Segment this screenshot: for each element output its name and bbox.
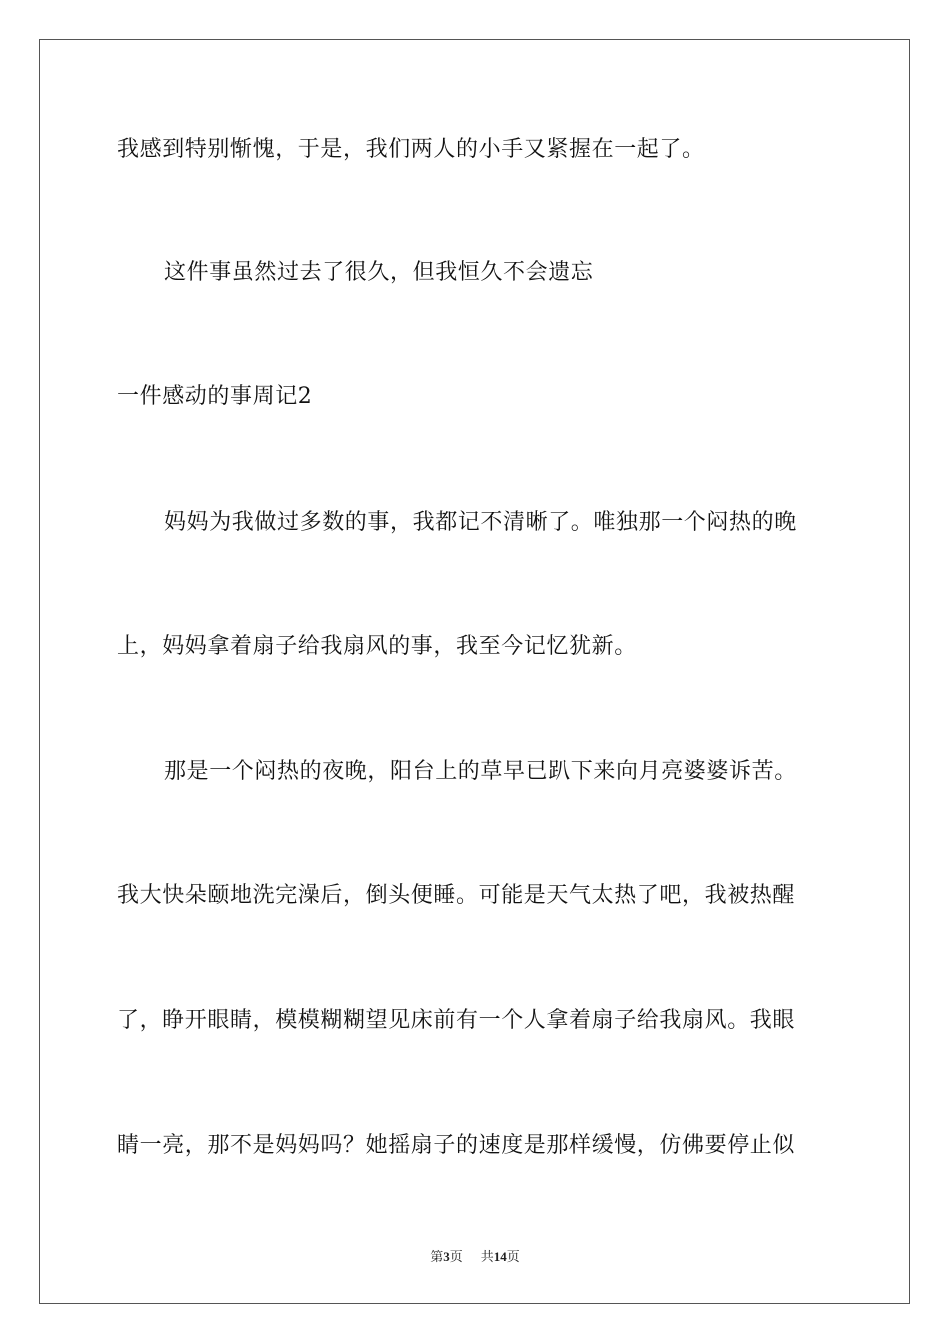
paragraph-line: 了，睁开眼睛，模模糊糊望见床前有一个人拿着扇子给我扇风。我眼 (117, 1008, 796, 1033)
paragraph-line: 我感到特别惭愧，于是，我们两人的小手又紧握在一起了。 (117, 137, 705, 162)
page-border (39, 39, 910, 1304)
paragraph-line: 那是一个闷热的夜晚，阳台上的草早已趴下来向月亮婆婆诉苦。 (164, 759, 797, 784)
footer-page-number: 3 (443, 1249, 450, 1264)
page-footer (0, 1246, 950, 1265)
footer-total-suffix: 页 (506, 1249, 520, 1264)
paragraph-line: 妈妈为我做过多数的事，我都记不清晰了。唯独那一个闷热的晚 (164, 510, 797, 535)
footer-page-prefix: 第 (430, 1249, 444, 1264)
section-heading: 一件感动的事周记2 (117, 384, 313, 409)
paragraph-line: 我大快朵颐地洗完澡后，倒头便睡。可能是天气太热了吧，我被热醒 (117, 883, 796, 908)
footer-total-pages: 14 (493, 1249, 507, 1264)
footer-total-prefix: 共 (480, 1249, 494, 1264)
paragraph-line: 这件事虽然过去了很久，但我恒久不会遗忘 (164, 260, 594, 285)
paragraph-line: 上，妈妈拿着扇子给我扇风的事，我至今记忆犹新。 (117, 634, 637, 659)
footer-page-suffix: 页 (449, 1249, 463, 1264)
paragraph-line: 睛一亮，那不是妈妈吗？她摇扇子的速度是那样缓慢，仿佛要停止似 (117, 1133, 796, 1158)
